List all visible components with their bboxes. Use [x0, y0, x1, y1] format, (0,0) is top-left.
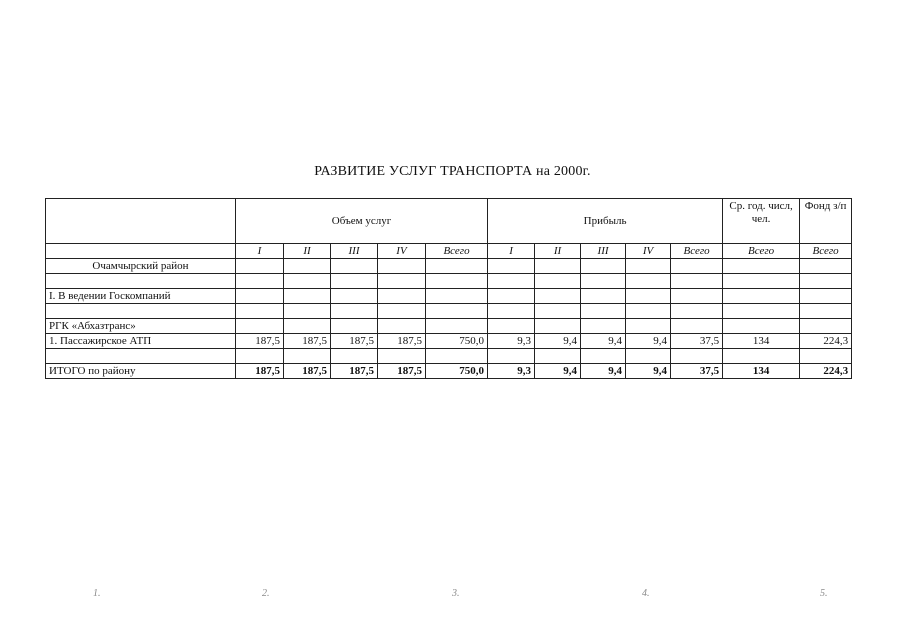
table-row [46, 304, 852, 319]
document-title: РАЗВИТИЕ УСЛУГ ТРАНСПОРТА на 2000г. [314, 164, 591, 179]
transport-services-table [45, 198, 852, 379]
header-profit-group: Прибыль [488, 199, 723, 244]
page-mark: 2. [262, 588, 270, 599]
table-cell [535, 319, 581, 334]
header-wage-fund: Фонд з/п [800, 199, 852, 244]
table-cell [488, 304, 535, 319]
table-cell [800, 259, 852, 274]
table-cell [723, 274, 800, 289]
profit-q4-header: IV [626, 244, 671, 259]
table-cell [581, 304, 626, 319]
table-cell [378, 259, 426, 274]
header-volume-group: Объем услуг [236, 199, 488, 244]
table-cell [626, 289, 671, 304]
profit-q2-header: II [535, 244, 581, 259]
table-cell: 9,4 [626, 334, 671, 349]
table-cell [378, 319, 426, 334]
row-label: I. В ведении Госкомпаний [46, 289, 236, 304]
table-row [46, 259, 852, 274]
table-cell [236, 289, 284, 304]
table-cell: 224,3 [800, 334, 852, 349]
table-cell: 187,5 [331, 334, 378, 349]
page-corner-marks [0, 588, 905, 618]
page-mark: 1. [93, 588, 101, 599]
table-cell [331, 274, 378, 289]
table-cell [378, 289, 426, 304]
table-cell [800, 274, 852, 289]
table-cell [626, 349, 671, 364]
table-cell [723, 349, 800, 364]
table-row [46, 334, 852, 349]
table-cell: 9,3 [488, 364, 535, 379]
table-cell [236, 274, 284, 289]
row-label [46, 349, 236, 364]
table-cell [488, 349, 535, 364]
table-cell: 37,5 [671, 334, 723, 349]
total-row [46, 364, 852, 379]
table-cell [626, 319, 671, 334]
table-cell [284, 304, 331, 319]
table-cell: 134 [723, 334, 800, 349]
table-cell [671, 304, 723, 319]
table-cell [236, 304, 284, 319]
volume-total-header: Всего [426, 244, 488, 259]
table-cell [535, 349, 581, 364]
table-cell [488, 259, 535, 274]
table-cell [671, 259, 723, 274]
avg-staff-total-header: Всего [723, 244, 800, 259]
table-cell [671, 289, 723, 304]
table-cell: 37,5 [671, 364, 723, 379]
profit-q3-header: III [581, 244, 626, 259]
row-label [46, 274, 236, 289]
table-cell [426, 289, 488, 304]
row-label [46, 304, 236, 319]
table-cell [671, 274, 723, 289]
page-mark: 3. [452, 588, 460, 599]
profit-total-header: Всего [671, 244, 723, 259]
table-cell: 187,5 [236, 334, 284, 349]
table-cell [626, 259, 671, 274]
table-cell: 187,5 [284, 364, 331, 379]
table-cell [378, 304, 426, 319]
table-cell [236, 259, 284, 274]
table-cell [378, 274, 426, 289]
table-cell [800, 304, 852, 319]
table-cell [331, 289, 378, 304]
table-cell [581, 259, 626, 274]
page-mark: 5. [820, 588, 828, 599]
table-cell [723, 319, 800, 334]
table-cell [284, 274, 331, 289]
header-row-groups [46, 199, 852, 244]
table-cell [331, 304, 378, 319]
table-cell [581, 274, 626, 289]
table-cell [284, 349, 331, 364]
table-cell [488, 289, 535, 304]
table-cell: 9,4 [535, 364, 581, 379]
table-cell [426, 259, 488, 274]
table-cell [671, 319, 723, 334]
table-cell [236, 349, 284, 364]
table-cell [581, 319, 626, 334]
page-mark: 4. [642, 588, 650, 599]
table-cell [284, 289, 331, 304]
table-cell [535, 289, 581, 304]
table-cell [800, 289, 852, 304]
table-cell: 9,4 [535, 334, 581, 349]
table-cell [331, 259, 378, 274]
table-cell [331, 349, 378, 364]
header-row-quarters [46, 244, 852, 259]
header-avg-staff: Ср. год. числ, чел. [723, 199, 800, 244]
table-cell: 9,4 [581, 364, 626, 379]
table-cell [581, 349, 626, 364]
table-cell [723, 289, 800, 304]
table-row [46, 319, 852, 334]
table-cell [581, 289, 626, 304]
table-cell [236, 319, 284, 334]
header-blank [46, 244, 236, 259]
table-row [46, 349, 852, 364]
row-label: Очамчырский район [46, 259, 236, 274]
row-label: РГК «Абхазтранс» [46, 319, 236, 334]
table-cell [723, 304, 800, 319]
table-cell: 9,4 [626, 364, 671, 379]
table-cell [426, 304, 488, 319]
table-cell: 750,0 [426, 364, 488, 379]
header-label-cell [46, 199, 236, 244]
row-label: ИТОГО по району [46, 364, 236, 379]
table-cell [800, 349, 852, 364]
volume-q3-header: III [331, 244, 378, 259]
table-cell [426, 349, 488, 364]
table-row [46, 289, 852, 304]
volume-q4-header: IV [378, 244, 426, 259]
table-cell [284, 259, 331, 274]
table-cell: 187,5 [236, 364, 284, 379]
volume-q2-header: II [284, 244, 331, 259]
table-cell: 187,5 [331, 364, 378, 379]
table-cell [626, 304, 671, 319]
table-cell [488, 274, 535, 289]
table-cell [535, 304, 581, 319]
table-cell: 750,0 [426, 334, 488, 349]
table-cell: 187,5 [284, 334, 331, 349]
table-cell: 9,4 [581, 334, 626, 349]
table-cell [426, 319, 488, 334]
table-row [46, 274, 852, 289]
table-cell: 224,3 [800, 364, 852, 379]
table-cell: 187,5 [378, 364, 426, 379]
table-cell: 134 [723, 364, 800, 379]
volume-q1-header: I [236, 244, 284, 259]
table-cell [723, 259, 800, 274]
row-label: 1. Пассажирское АТП [46, 334, 236, 349]
table-cell [671, 349, 723, 364]
profit-q1-header: I [488, 244, 535, 259]
table-cell [426, 274, 488, 289]
table-cell: 9,3 [488, 334, 535, 349]
wage-fund-total-header: Всего [800, 244, 852, 259]
table-cell [378, 349, 426, 364]
table-cell: 187,5 [378, 334, 426, 349]
table-cell [535, 259, 581, 274]
table-cell [800, 319, 852, 334]
table-cell [331, 319, 378, 334]
table-cell [535, 274, 581, 289]
table-cell [284, 319, 331, 334]
table-cell [488, 319, 535, 334]
table-cell [626, 274, 671, 289]
